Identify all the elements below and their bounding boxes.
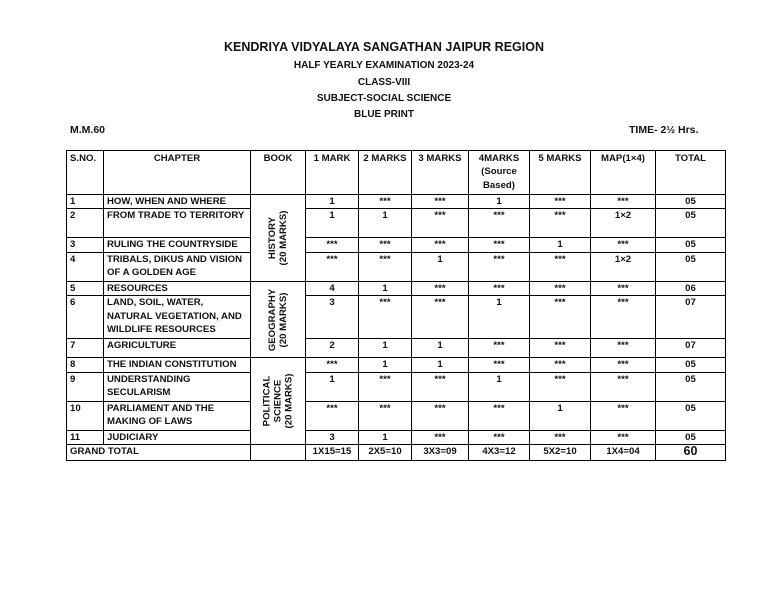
total-cell: 05: [656, 401, 726, 430]
school-title: KENDRIYA VIDYALAYA SANGATHAN JAIPUR REGION: [224, 40, 544, 54]
sno-cell: 5: [67, 281, 104, 295]
m5-cell: ***: [530, 252, 591, 281]
sno-cell: 11: [67, 430, 104, 444]
m1-cell: 3: [306, 430, 359, 444]
grand-total-value: 60: [656, 445, 726, 461]
grand-total-m4: 4X3=12: [469, 445, 530, 461]
m1-cell: ***: [306, 358, 359, 372]
m3-cell: 1: [412, 339, 469, 358]
sno-cell: 6: [67, 296, 104, 339]
table-row: [67, 401, 726, 430]
map-cell: ***: [591, 372, 656, 401]
sno-cell: 3: [67, 238, 104, 252]
m2-cell: ***: [359, 238, 412, 252]
total-cell: 05: [656, 358, 726, 372]
m3-cell: ***: [412, 430, 469, 444]
m1-cell: ***: [306, 401, 359, 430]
m3-cell: ***: [412, 209, 469, 238]
total-cell: 05: [656, 372, 726, 401]
m2-cell: ***: [359, 296, 412, 339]
col-sno: S.NO.: [67, 151, 104, 195]
m2-cell: 1: [359, 209, 412, 238]
grand-total-label: GRAND TOTAL: [67, 445, 251, 461]
grand-total-map: 1X4=04: [591, 445, 656, 461]
sno-cell: 1: [67, 195, 104, 209]
map-cell: 1×2: [591, 209, 656, 238]
subject-label: SUBJECT-SOCIAL SCIENCE: [316, 93, 452, 104]
m4-cell: 1: [469, 195, 530, 209]
chapter-cell: UNDERSTANDING SECULARISM: [104, 372, 251, 401]
m5-cell: ***: [530, 281, 591, 295]
m1-cell: 2: [306, 339, 359, 358]
col-book: BOOK: [251, 151, 306, 195]
chapter-cell: RULING THE COUNTRYSIDE: [104, 238, 251, 252]
m1-cell: 1: [306, 372, 359, 401]
m4-cell: 1: [469, 372, 530, 401]
m3-cell: ***: [412, 296, 469, 339]
total-cell: 06: [656, 281, 726, 295]
header-row: [67, 151, 726, 195]
m4-cell: ***: [469, 252, 530, 281]
m5-cell: 1: [530, 401, 591, 430]
table-row: [67, 252, 726, 281]
m5-cell: ***: [530, 358, 591, 372]
chapter-cell: THE INDIAN CONSTITUTION: [104, 358, 251, 372]
table-row: [67, 358, 726, 372]
m3-cell: ***: [412, 238, 469, 252]
m1-cell: 4: [306, 281, 359, 295]
grand-total-m5: 5X2=10: [530, 445, 591, 461]
map-cell: ***: [591, 401, 656, 430]
table-row: [67, 339, 726, 358]
total-cell: 07: [656, 339, 726, 358]
map-cell: ***: [591, 358, 656, 372]
total-cell: 05: [656, 195, 726, 209]
m4-cell: ***: [469, 339, 530, 358]
map-cell: ***: [591, 195, 656, 209]
col-1-mark: 1 MARK: [306, 151, 359, 195]
m3-cell: ***: [412, 195, 469, 209]
book-political-science: [251, 358, 306, 445]
table-row: [67, 430, 726, 444]
chapter-cell: HOW, WHEN AND WHERE: [104, 195, 251, 209]
m3-cell: 1: [412, 252, 469, 281]
sno-cell: 9: [67, 372, 104, 401]
map-cell: 1×2: [591, 252, 656, 281]
chapter-cell: LAND, SOIL, WATER, NATURAL VEGETATION, AND WILDLIFE RESOURCES: [104, 296, 251, 339]
sno-cell: 2: [67, 209, 104, 238]
map-cell: ***: [591, 339, 656, 358]
m5-cell: ***: [530, 372, 591, 401]
chapter-cell: AGRICULTURE: [104, 339, 251, 358]
m2-cell: ***: [359, 195, 412, 209]
class-label: CLASS-VIII: [357, 77, 411, 88]
m1-cell: 3: [306, 296, 359, 339]
book-history: [251, 195, 306, 282]
table-row: [67, 281, 726, 295]
chapter-cell: JUDICIARY: [104, 430, 251, 444]
sno-cell: 7: [67, 339, 104, 358]
chapter-cell: PARLIAMENT AND THE MAKING OF LAWS: [104, 401, 251, 430]
m3-cell: ***: [412, 401, 469, 430]
grand-total-m3: 3X3=09: [412, 445, 469, 461]
m5-cell: 1: [530, 238, 591, 252]
m2-cell: 1: [359, 430, 412, 444]
table-row: [67, 296, 726, 339]
grand-total-m1: 1X15=15: [306, 445, 359, 461]
sno-cell: 4: [67, 252, 104, 281]
m5-cell: ***: [530, 296, 591, 339]
m1-cell: 1: [306, 209, 359, 238]
m4-cell: ***: [469, 430, 530, 444]
m5-cell: ***: [530, 339, 591, 358]
m4-cell: ***: [469, 281, 530, 295]
grand-total-row: [67, 445, 726, 461]
m3-cell: 1: [412, 358, 469, 372]
chapter-cell: RESOURCES: [104, 281, 251, 295]
total-cell: 05: [656, 238, 726, 252]
sno-cell: 8: [67, 358, 104, 372]
m4-cell: ***: [469, 209, 530, 238]
m4-cell: ***: [469, 401, 530, 430]
col-chapter: CHAPTER: [104, 151, 251, 195]
sno-cell: 10: [67, 401, 104, 430]
m2-cell: ***: [359, 372, 412, 401]
map-cell: ***: [591, 296, 656, 339]
m3-cell: ***: [412, 372, 469, 401]
chapter-cell: FROM TRADE TO TERRITORY: [104, 209, 251, 238]
chapter-cell: TRIBALS, DIKUS AND VISION OF A GOLDEN AGE: [104, 252, 251, 281]
m2-cell: ***: [359, 401, 412, 430]
book-geography: [251, 281, 306, 357]
time-allowed: TIME- 2½ Hrs.: [629, 124, 699, 136]
map-cell: ***: [591, 281, 656, 295]
m4-cell: ***: [469, 358, 530, 372]
m3-cell: ***: [412, 281, 469, 295]
table-row: [67, 209, 726, 238]
m4-cell: ***: [469, 238, 530, 252]
book-history-label: HISTORY (20 MARKS): [267, 210, 289, 266]
grand-total-book: [251, 445, 306, 461]
col-4-marks: 4MARKS (Source Based): [469, 151, 530, 195]
m4-cell: 1: [469, 296, 530, 339]
col-3-marks: 3 MARKS: [412, 151, 469, 195]
m5-cell: ***: [530, 195, 591, 209]
m2-cell: ***: [359, 252, 412, 281]
m5-cell: ***: [530, 430, 591, 444]
col-total: TOTAL: [656, 151, 726, 195]
total-cell: 05: [656, 209, 726, 238]
m1-cell: ***: [306, 238, 359, 252]
col-2-marks: 2 MARKS: [359, 151, 412, 195]
m2-cell: 1: [359, 339, 412, 358]
map-cell: ***: [591, 430, 656, 444]
m1-cell: ***: [306, 252, 359, 281]
total-cell: 05: [656, 430, 726, 444]
max-marks: M.M.60: [70, 124, 106, 136]
total-cell: 05: [656, 252, 726, 281]
map-cell: ***: [591, 238, 656, 252]
book-geography-label: GEOGRAPHY (20 MARKS): [267, 288, 289, 351]
m1-cell: 1: [306, 195, 359, 209]
m5-cell: ***: [530, 209, 591, 238]
col-5-marks: 5 MARKS: [530, 151, 591, 195]
col-map: MAP(1×4): [591, 151, 656, 195]
table-row: [67, 238, 726, 252]
document-type: BLUE PRINT: [354, 109, 414, 120]
m2-cell: 1: [359, 358, 412, 372]
exam-title: HALF YEARLY EXAMINATION 2023-24: [293, 60, 475, 71]
table-row: [67, 195, 726, 209]
table-row: [67, 372, 726, 401]
m2-cell: 1: [359, 281, 412, 295]
grand-total-m2: 2X5=10: [359, 445, 412, 461]
book-political-science-label: POLITICAL SCIENCE (20 MARKS): [261, 373, 295, 429]
blueprint-table: [66, 150, 726, 461]
total-cell: 07: [656, 296, 726, 339]
